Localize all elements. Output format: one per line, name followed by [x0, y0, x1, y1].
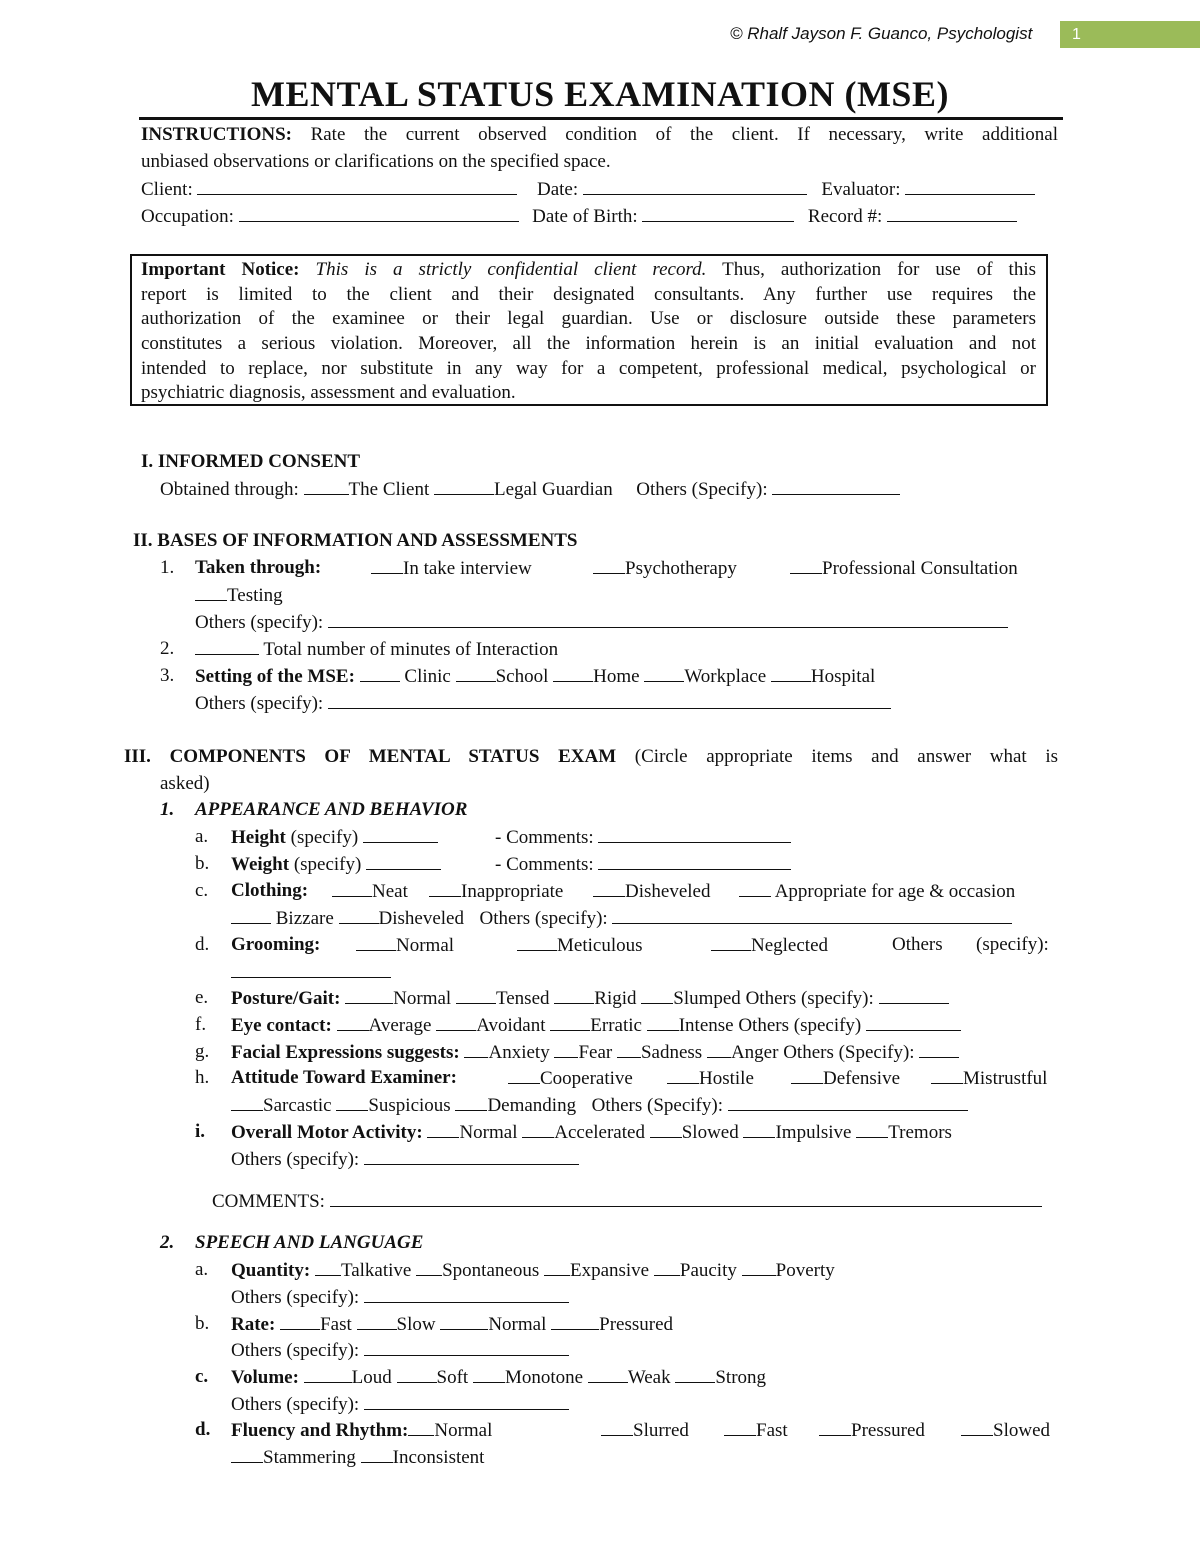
page-title: MENTAL STATUS EXAMINATION (MSE) [251, 74, 949, 114]
slumped-label: Slumped [673, 988, 741, 1009]
sarcastic-blank[interactable] [231, 1093, 263, 1111]
volume-others-row [231, 1392, 569, 1417]
average-blank[interactable] [337, 1013, 369, 1031]
comments-row [212, 1189, 1042, 1214]
setting-others-input[interactable] [328, 691, 891, 709]
rate-others-input[interactable] [364, 1338, 569, 1356]
obtained-label: Obtained through: [160, 479, 299, 500]
erratic-label: Erratic [590, 1015, 642, 1036]
section-3-note-2: asked) [160, 773, 210, 794]
consent-row [160, 477, 900, 502]
grooming-label: Grooming: [231, 934, 321, 955]
setting-label: Setting of the MSE: [195, 666, 355, 687]
fear-blank[interactable] [554, 1040, 578, 1058]
weight-specify: (specify) [293, 854, 362, 875]
spontaneous-label: Spontaneous [442, 1260, 540, 1281]
impulsive-blank[interactable] [743, 1120, 775, 1138]
facial-others-input[interactable] [919, 1040, 959, 1058]
mistrustful-blank[interactable] [931, 1066, 963, 1084]
date-label: Date: [536, 179, 579, 200]
instructions-line-1 [141, 123, 1058, 147]
client-field-row [141, 177, 1035, 202]
grooming-others-row [231, 960, 391, 985]
rate-label: Rate: [231, 1314, 276, 1335]
slowed-label: Slowed [681, 1122, 739, 1143]
psychotherapy-label: Psychotherapy [625, 558, 737, 579]
item-a: a. [195, 826, 209, 847]
height-specify: (specify) [290, 827, 359, 848]
grooming-others-word: Others [892, 934, 943, 955]
rate-others-row [231, 1338, 569, 1363]
rate-slow-blank[interactable] [357, 1312, 397, 1330]
occupation-field-row [141, 204, 1017, 229]
notice-line-5: intended to replace, nor substitute in any way for a competent, professional medical, psychological or [141, 358, 1036, 379]
comments-input[interactable] [330, 1189, 1042, 1207]
notice-line-4: constitutes a serious violation. Moreover, all the information herein is an initial evaluation and not [141, 333, 1036, 354]
motor-others-row [231, 1147, 579, 1172]
stammering-blank[interactable] [231, 1445, 263, 1463]
occupation-label: Occupation: [141, 206, 234, 227]
defensive-label: Defensive [823, 1068, 901, 1089]
volume-others-label: Others (specify): [231, 1394, 360, 1415]
client-input[interactable] [197, 177, 517, 195]
item-f: f. [195, 1014, 207, 1035]
rate-row [231, 1312, 673, 1337]
quantity-row [231, 1258, 835, 1283]
weak-label: Weak [627, 1367, 671, 1388]
clinic-label: Clinic [404, 666, 451, 687]
rigid-blank[interactable] [554, 986, 594, 1004]
volume-row [231, 1365, 766, 1390]
grooming-row [231, 933, 1058, 957]
bases-others-label: Others (specify): [195, 612, 324, 633]
accelerated-blank[interactable] [522, 1120, 554, 1138]
stammering-label: Stammering [263, 1447, 356, 1468]
disheveled2-blank[interactable] [339, 906, 379, 924]
strong-blank[interactable] [675, 1365, 715, 1383]
quantity-label: Quantity: [231, 1260, 311, 1281]
comments-label: COMMENTS: [212, 1191, 325, 1212]
cooperative-label: Cooperative [540, 1068, 633, 1089]
author-credit: © Rhalf Jayson F. Guanco, Psychologist [730, 24, 1033, 43]
item-b: b. [195, 853, 210, 874]
clothing-label: Clothing: [231, 880, 309, 901]
posture-others-label: Others (specify): [745, 988, 874, 1009]
erratic-blank[interactable] [550, 1013, 590, 1031]
speech-item-a: a. [195, 1259, 209, 1280]
height-input[interactable] [363, 825, 438, 843]
eye-others-input[interactable] [866, 1013, 961, 1031]
psychotherapy-blank[interactable] [593, 556, 625, 574]
workplace-blank[interactable] [644, 664, 684, 682]
evaluator-label: Evaluator: [821, 179, 901, 200]
notice-italic: This is a strictly confidential client record. [315, 259, 707, 280]
paucity-blank[interactable] [654, 1258, 680, 1276]
speech-title: SPEECH AND LANGUAGE [195, 1232, 424, 1253]
grooming-specify-word: (specify): [976, 934, 1049, 955]
slurred-blank[interactable] [601, 1418, 633, 1436]
consent-others-input[interactable] [772, 477, 900, 495]
instructions-label: INSTRUCTIONS: [141, 124, 292, 145]
anxiety-label: Anxiety [488, 1042, 550, 1063]
hospital-blank[interactable] [771, 664, 811, 682]
item-h: h. [195, 1067, 210, 1088]
eye-row [231, 1013, 961, 1038]
anger-label: Anger [730, 1042, 779, 1063]
fluency-row-2 [231, 1445, 484, 1470]
tensed-label: Tensed [495, 988, 550, 1009]
clothing-row [231, 879, 1058, 903]
loud-blank[interactable] [304, 1365, 352, 1383]
talkative-blank[interactable] [315, 1258, 341, 1276]
monotone-blank[interactable] [473, 1365, 505, 1383]
bizzare-label: Bizzare [275, 908, 334, 929]
weak-blank[interactable] [588, 1365, 628, 1383]
rate-normal-label: Normal [488, 1314, 547, 1335]
page-number-box [1060, 21, 1200, 48]
poverty-label: Poverty [775, 1260, 835, 1281]
workplace-label: Workplace [684, 666, 767, 687]
item-i: i. [195, 1121, 206, 1142]
tensed-blank[interactable] [456, 986, 496, 1004]
speech-item-c: c. [195, 1366, 209, 1387]
attitude-label: Attitude Toward Examiner: [231, 1067, 457, 1088]
weight-input[interactable] [366, 852, 441, 870]
professional-label: Professional Consultation [822, 558, 1018, 579]
clothing-others-input[interactable] [612, 906, 1012, 924]
taken-through-row [195, 556, 1058, 580]
tremors-label: Tremors [888, 1122, 952, 1143]
weight-row [231, 852, 831, 876]
volume-others-input[interactable] [364, 1392, 569, 1410]
consent-client-blank[interactable] [304, 477, 349, 495]
item-e: e. [195, 987, 209, 1008]
evaluator-input[interactable] [905, 177, 1035, 195]
neglected-blank[interactable] [711, 933, 751, 951]
consent-others-label: Others (Specify): [636, 479, 768, 500]
posture-row [231, 986, 949, 1011]
average-label: Average [368, 1015, 432, 1036]
appropriate-label: Appropriate for age & occasion [774, 881, 1016, 902]
date-input[interactable] [583, 177, 807, 195]
bases-others-row [195, 610, 1008, 635]
defensive-blank[interactable] [791, 1066, 823, 1084]
cooperative-blank[interactable] [508, 1066, 540, 1084]
inconsistent-blank[interactable] [361, 1445, 393, 1463]
slumped-blank[interactable] [641, 986, 673, 1004]
client-label: Client: [141, 179, 193, 200]
talkative-label: Talkative [340, 1260, 412, 1281]
slurred-label: Slurred [633, 1420, 689, 1441]
facial-others-label: Others (Specify): [783, 1042, 915, 1063]
testing-blank[interactable] [195, 583, 227, 601]
disheveled-blank[interactable] [593, 879, 625, 897]
mistrustful-label: Mistrustful [963, 1068, 1048, 1089]
fluency-pressured-label: Pressured [851, 1420, 925, 1441]
section-3-heading: III. COMPONENTS OF MENTAL STATUS EXAM [124, 746, 617, 767]
minutes-label: Total number of minutes of Interaction [263, 639, 559, 660]
section-2-heading: II. BASES OF INFORMATION AND ASSESSMENTS [133, 530, 578, 551]
minutes-input[interactable] [195, 637, 259, 655]
avoidant-label: Avoidant [476, 1015, 546, 1036]
record-input[interactable] [887, 204, 1017, 222]
rigid-label: Rigid [594, 988, 637, 1009]
fluency-fast-blank[interactable] [724, 1418, 756, 1436]
notice-line-6: psychiatric diagnosis, assessment and evaluation. [141, 382, 516, 403]
attitude-others-input[interactable] [728, 1093, 968, 1111]
notice-line-2: report is limited to the client and their designated consultants. Any further use requires the [141, 284, 1036, 305]
notice-line-1-rest: Thus, authorization for use of this [722, 259, 1037, 280]
disheveled-label: Disheveled [625, 881, 711, 902]
meticulous-label: Meticulous [557, 935, 643, 956]
height-comments-label: - Comments: [495, 827, 594, 848]
title-rule [139, 117, 1063, 120]
posture-normal-blank[interactable] [345, 986, 393, 1004]
psychotherapy-option [593, 556, 737, 580]
school-blank[interactable] [456, 664, 496, 682]
quantity-others-label: Others (specify): [231, 1287, 360, 1308]
setting-row [195, 664, 875, 689]
speech-item-d: d. [195, 1419, 211, 1440]
fluency-fast-label: Fast [756, 1420, 788, 1441]
section-1-heading: I. INFORMED CONSENT [141, 451, 361, 472]
attitude-row [231, 1066, 1058, 1090]
item-d: d. [195, 934, 210, 955]
professional-option [790, 556, 1018, 580]
appropriate-blank[interactable] [739, 879, 771, 897]
volume-label: Volume: [231, 1367, 299, 1388]
item-c: c. [195, 880, 209, 901]
soft-blank[interactable] [397, 1365, 437, 1383]
height-row [231, 825, 831, 849]
neat-label: Neat [372, 881, 408, 902]
accelerated-label: Accelerated [554, 1122, 645, 1143]
grooming-normal-blank[interactable] [356, 933, 396, 951]
loud-label: Loud [351, 1367, 392, 1388]
fluency-slowed-label: Slowed [993, 1420, 1050, 1441]
posture-label: Posture/Gait: [231, 988, 341, 1009]
posture-normal-label: Normal [393, 988, 452, 1009]
motor-row [231, 1120, 952, 1145]
bizzare-blank[interactable] [231, 906, 271, 924]
expansive-blank[interactable] [544, 1258, 570, 1276]
sarcastic-label: Sarcastic [263, 1095, 332, 1116]
clinic-blank[interactable] [360, 664, 400, 682]
clothing-others-label: Others (specify): [479, 908, 608, 929]
fluency-normal-label: Normal [434, 1420, 493, 1441]
dob-label: Date of Birth: [532, 206, 638, 227]
consent-client-option: The Client [348, 479, 430, 500]
consent-guardian-option: Legal Guardian [494, 479, 613, 500]
attitude-row-2 [231, 1093, 968, 1118]
intake-blank[interactable] [371, 556, 403, 574]
weight-label: Weight [231, 854, 290, 875]
dob-input[interactable] [642, 204, 794, 222]
weight-comments-input[interactable] [598, 852, 791, 870]
posture-others-input[interactable] [879, 986, 949, 1004]
taken-through-label: Taken through: [195, 557, 322, 578]
appearance-num: 1. [160, 799, 175, 820]
fluency-label: Fluency and Rhythm: [231, 1420, 409, 1441]
instructions-line-2: unbiased observations or clarifications on the specified space. [141, 151, 611, 172]
tremors-blank[interactable] [856, 1120, 888, 1138]
motor-normal-label: Normal [459, 1122, 518, 1143]
suspicious-blank[interactable] [336, 1093, 368, 1111]
clothing-row-2 [231, 906, 1012, 931]
hostile-blank[interactable] [667, 1066, 699, 1084]
motor-normal-blank[interactable] [427, 1120, 459, 1138]
professional-blank[interactable] [790, 556, 822, 574]
avoidant-blank[interactable] [436, 1013, 476, 1031]
impulsive-label: Impulsive [775, 1122, 852, 1143]
testing-option [195, 583, 283, 608]
soft-label: Soft [436, 1367, 469, 1388]
motor-others-label: Others (specify): [231, 1149, 360, 1170]
home-label: Home [593, 666, 640, 687]
quantity-others-row [231, 1285, 569, 1310]
intake-label: In take interview [403, 558, 532, 579]
spontaneous-blank[interactable] [416, 1258, 442, 1276]
rate-fast-blank[interactable] [280, 1312, 320, 1330]
section-3-note: (Circle appropriate items and answer what is [634, 746, 1058, 767]
intake-option [371, 556, 532, 580]
sadness-label: Sadness [640, 1042, 703, 1063]
hospital-label: Hospital [810, 666, 876, 687]
rate-fast-label: Fast [320, 1314, 352, 1335]
expansive-label: Expansive [569, 1260, 650, 1281]
occupation-input[interactable] [239, 204, 519, 222]
fluency-slowed-blank[interactable] [961, 1418, 993, 1436]
inappropriate-label: Inappropriate [461, 881, 564, 902]
motor-label: Overall Motor Activity: [231, 1122, 423, 1143]
height-comments-input[interactable] [598, 825, 791, 843]
fluency-row [231, 1418, 1058, 1442]
school-label: School [495, 666, 549, 687]
list-num-1: 1. [160, 557, 175, 578]
appearance-title: APPEARANCE AND BEHAVIOR [195, 799, 468, 820]
sadness-blank[interactable] [617, 1040, 641, 1058]
speech-num: 2. [160, 1232, 175, 1253]
inappropriate-blank[interactable] [429, 879, 461, 897]
intense-label: Intense Others (specify) [678, 1015, 862, 1036]
eye-label: Eye contact: [231, 1015, 332, 1036]
facial-label: Facial Expressions suggests: [231, 1042, 460, 1063]
grooming-others-input[interactable] [231, 960, 391, 978]
quantity-others-input[interactable] [364, 1285, 569, 1303]
instructions-text-1: Rate the current observed condition of the client. If necessary, write additional [310, 124, 1059, 145]
height-label: Height [231, 827, 286, 848]
poverty-blank[interactable] [742, 1258, 776, 1276]
grooming-normal-label: Normal [396, 935, 455, 956]
rate-normal-blank[interactable] [440, 1312, 488, 1330]
consent-guardian-blank[interactable] [434, 477, 494, 495]
anger-blank[interactable] [707, 1040, 731, 1058]
home-blank[interactable] [553, 664, 593, 682]
setting-others-label: Others (specify): [195, 693, 324, 714]
list-num-2: 2. [160, 638, 175, 659]
monotone-label: Monotone [504, 1367, 584, 1388]
list-num-3: 3. [160, 665, 175, 686]
setting-others-row [195, 691, 891, 716]
notice-label: Important Notice: [141, 259, 300, 280]
record-label: Record #: [807, 206, 883, 227]
section-3-heading-line [124, 745, 1058, 769]
rate-pressured-label: Pressured [599, 1314, 674, 1335]
slowed-blank[interactable] [650, 1120, 682, 1138]
fluency-normal-blank[interactable] [408, 1418, 434, 1436]
item-g: g. [195, 1041, 210, 1062]
hostile-label: Hostile [699, 1068, 754, 1089]
demanding-label: Demanding [487, 1095, 577, 1116]
motor-others-input[interactable] [364, 1147, 579, 1165]
testing-label: Testing [227, 585, 283, 606]
rate-pressured-blank[interactable] [551, 1312, 599, 1330]
notice-line-3: authorization of the examinee or their legal guardian. Use or disclosure outside these parameters [141, 308, 1036, 329]
facial-row [231, 1040, 959, 1065]
bases-others-input[interactable] [328, 610, 1008, 628]
page-number: 1 [1072, 26, 1081, 43]
paucity-label: Paucity [679, 1260, 737, 1281]
anxiety-blank[interactable] [464, 1040, 488, 1058]
attitude-others-label: Others (Specify): [591, 1095, 723, 1116]
speech-item-b: b. [195, 1313, 210, 1334]
disheveled2-label: Disheveled [378, 908, 464, 929]
fluency-pressured-blank[interactable] [819, 1418, 851, 1436]
neat-blank[interactable] [332, 879, 372, 897]
notice-line-1 [141, 258, 1036, 282]
strong-label: Strong [715, 1367, 767, 1388]
rate-slow-label: Slow [396, 1314, 436, 1335]
weight-comments-label: - Comments: [495, 854, 594, 875]
fear-label: Fear [578, 1042, 613, 1063]
rate-others-label: Others (specify): [231, 1340, 360, 1361]
inconsistent-label: Inconsistent [392, 1447, 485, 1468]
meticulous-blank[interactable] [517, 933, 557, 951]
neglected-label: Neglected [751, 935, 829, 956]
minutes-row [195, 637, 558, 662]
demanding-blank[interactable] [455, 1093, 487, 1111]
suspicious-label: Suspicious [368, 1095, 451, 1116]
intense-blank[interactable] [647, 1013, 679, 1031]
